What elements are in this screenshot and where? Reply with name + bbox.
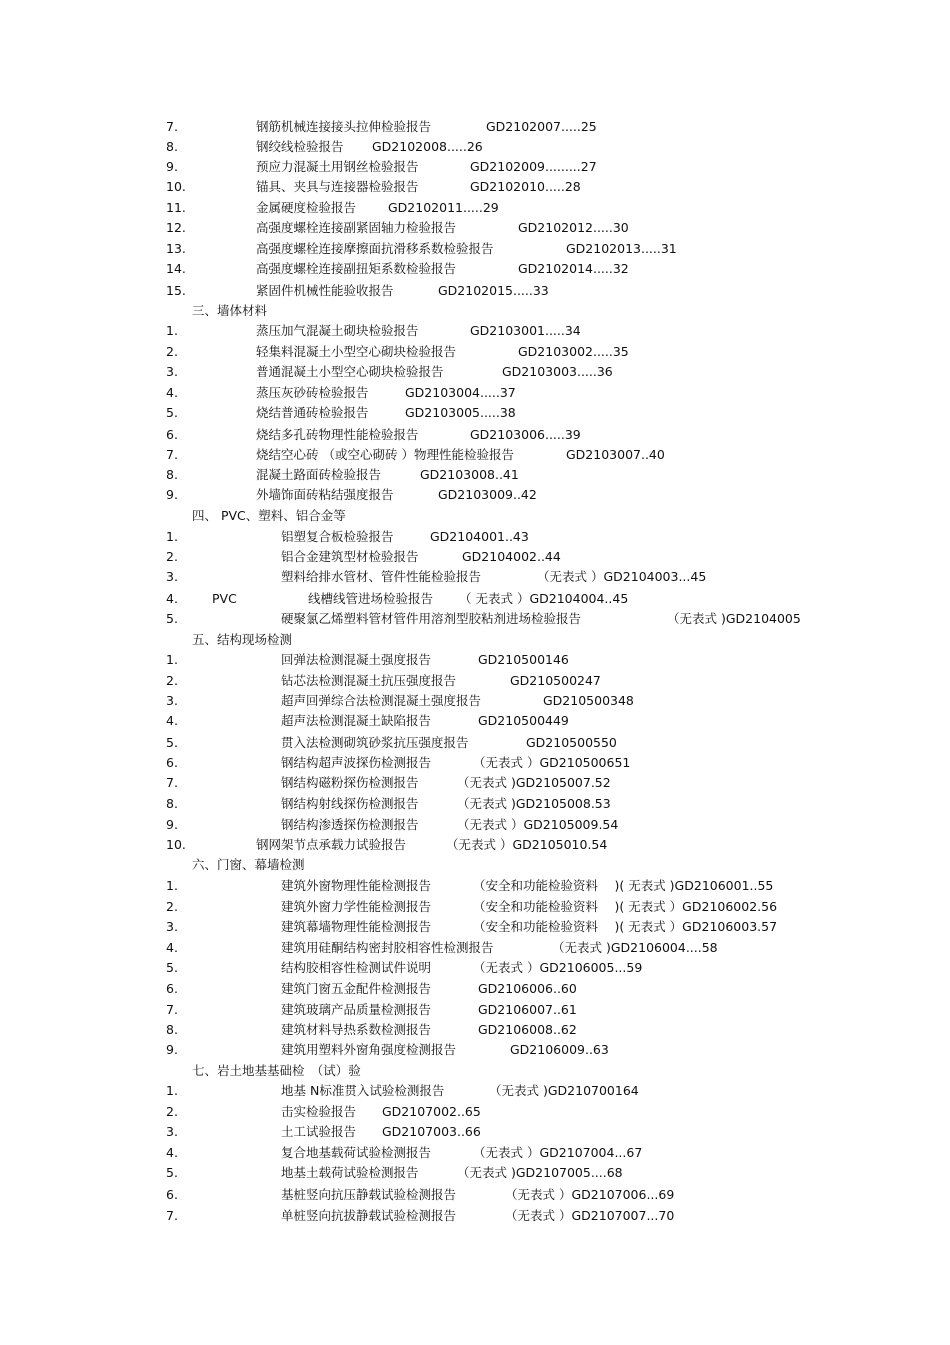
item-code-page: （无表式 )GD2106004....58 xyxy=(552,940,718,955)
item-code-page: GD210500247 xyxy=(510,673,601,688)
item-title: 高强度螺栓连接摩擦面抗滑移系数检验报告 xyxy=(256,241,494,256)
item-code-page: GD2103002.....35 xyxy=(518,344,629,359)
toc-item xyxy=(0,465,950,485)
item-number: 1. xyxy=(166,1083,178,1098)
item-number: 6. xyxy=(166,427,178,442)
item-title: 地基 N标准贯入试验检测报告 xyxy=(281,1083,445,1098)
item-code-page: （无表式 )GD210700164 xyxy=(489,1083,639,1098)
item-code-page: （安全和功能检验资料 )( 无表式 ）GD2106002.56 xyxy=(473,899,778,914)
item-title: 高强度螺栓连接副紧固轴力检验报告 xyxy=(256,220,457,235)
item-number: 14. xyxy=(166,261,186,276)
toc-item xyxy=(0,445,950,465)
toc-item xyxy=(0,403,950,423)
section-heading-text: 四、 PVC、塑料、铝合金等 xyxy=(192,508,346,523)
item-number: 4. xyxy=(166,591,178,606)
toc-item xyxy=(0,773,950,793)
item-title: 紧固件机械性能验收报告 xyxy=(256,283,394,298)
section-heading xyxy=(0,630,950,650)
item-code-page: GD2104001..43 xyxy=(430,529,529,544)
item-code-page: （无表式 ）GD2105009.54 xyxy=(457,817,619,832)
item-number: 6. xyxy=(166,1187,178,1202)
item-number: 1. xyxy=(166,323,178,338)
toc-item xyxy=(0,711,950,731)
toc-item xyxy=(0,383,950,403)
item-number: 4. xyxy=(166,1145,178,1160)
item-title: 基桩竖向抗压静载试验检测报告 xyxy=(281,1187,457,1202)
toc-item xyxy=(0,917,950,937)
section-heading-text: 五、结构现场检测 xyxy=(192,632,293,647)
item-code-page: （安全和功能检验资料 )( 无表式 ）GD2106003.57 xyxy=(473,919,778,934)
item-title: 超声回弹综合法检测混凝土强度报告 xyxy=(281,693,482,708)
toc-item xyxy=(0,733,950,753)
toc-item xyxy=(0,671,950,691)
item-title: 建筑外窗物理性能检测报告 xyxy=(281,878,432,893)
item-number: 8. xyxy=(166,467,178,482)
item-code-page: GD2106007..61 xyxy=(478,1002,577,1017)
item-title: 建筑用硅酮结构密封胶相容性检测报告 xyxy=(281,940,494,955)
item-code-page: GD2103007..40 xyxy=(566,447,665,462)
item-title: 锚具、夹具与连接器检验报告 xyxy=(256,179,419,194)
item-code-page: （无表式 ）GD2107006...69 xyxy=(505,1187,675,1202)
item-code-page: GD2102013.....31 xyxy=(566,241,677,256)
toc-item xyxy=(0,1000,950,1020)
item-number: 3. xyxy=(166,569,178,584)
item-title: 钢结构超声波探伤检测报告 xyxy=(281,755,432,770)
item-title: 建筑用塑料外窗角强度检测报告 xyxy=(281,1042,457,1057)
toc-item xyxy=(0,794,950,814)
item-prefix: PVC xyxy=(212,591,237,606)
item-code-page: GD2103006.....39 xyxy=(470,427,581,442)
item-title: 土工试验报告 xyxy=(281,1124,357,1139)
item-code-page: （无表式 ）GD210500651 xyxy=(473,755,631,770)
item-number: 5. xyxy=(166,405,178,420)
item-number: 1. xyxy=(166,529,178,544)
item-number: 12. xyxy=(166,220,186,235)
item-number: 9. xyxy=(166,1042,178,1057)
toc-item xyxy=(0,876,950,896)
toc-item xyxy=(0,198,950,218)
item-number: 9. xyxy=(166,159,178,174)
item-title: 烧结空心砖 （或空心砌砖 ）物理性能检验报告 xyxy=(256,447,514,462)
toc-item xyxy=(0,218,950,238)
item-title: 烧结普通砖检验报告 xyxy=(256,405,369,420)
toc-item xyxy=(0,1020,950,1040)
item-title: 钢结构磁粉探伤检测报告 xyxy=(281,775,419,790)
section-heading xyxy=(0,506,950,526)
item-title: 铝合金建筑型材检验报告 xyxy=(281,549,419,564)
item-title: 结构胶相容性检测试件说明 xyxy=(281,960,432,975)
item-code-page: GD2103003.....36 xyxy=(502,364,613,379)
item-title: 击实检验报告 xyxy=(281,1104,357,1119)
item-code-page: GD2102008.....26 xyxy=(372,139,483,154)
item-title: 超声法检测混凝土缺陷报告 xyxy=(281,713,432,728)
item-code-page: GD2102007.....25 xyxy=(486,119,597,134)
toc-item xyxy=(0,567,950,587)
item-code-page: （无表式 ）GD2105010.54 xyxy=(446,837,608,852)
toc-item xyxy=(0,137,950,157)
item-title: 钢筋机械连接接头拉伸检验报告 xyxy=(256,119,432,134)
item-code-page: GD2104002..44 xyxy=(462,549,561,564)
item-code-page: GD2103009..42 xyxy=(438,487,537,502)
item-code-page: （无表式 )GD2105007.52 xyxy=(457,775,611,790)
item-title: 钢结构渗透探伤检测报告 xyxy=(281,817,419,832)
item-code-page: （安全和功能检验资料 )( 无表式 )GD2106001..55 xyxy=(473,878,774,893)
toc-item xyxy=(0,281,950,301)
item-title: 高强度螺栓连接副扭矩系数检验报告 xyxy=(256,261,457,276)
toc-item xyxy=(0,157,950,177)
item-code-page: GD2107002..65 xyxy=(382,1104,481,1119)
section-heading-text: 三、墙体材料 xyxy=(192,303,268,318)
toc-item xyxy=(0,815,950,835)
toc-item xyxy=(0,753,950,773)
toc-item xyxy=(0,527,950,547)
item-number: 11. xyxy=(166,200,186,215)
item-number: 8. xyxy=(166,139,178,154)
item-code-page: GD2103005.....38 xyxy=(405,405,516,420)
toc-item xyxy=(0,321,950,341)
toc-item xyxy=(0,1185,950,1205)
item-code-page: GD2106008..62 xyxy=(478,1022,577,1037)
item-title: 贯入法检测砌筑砂浆抗压强度报告 xyxy=(281,735,469,750)
toc-item xyxy=(0,589,950,609)
item-number: 1. xyxy=(166,878,178,893)
item-code-page: （无表式 ）GD2106005...59 xyxy=(473,960,643,975)
item-code-page: GD2106009..63 xyxy=(510,1042,609,1057)
item-title: 建筑玻璃产品质量检测报告 xyxy=(281,1002,432,1017)
item-number: 7. xyxy=(166,447,178,462)
item-code-page: （无表式 ）GD2107004...67 xyxy=(473,1145,643,1160)
item-code-page: GD2102010.....28 xyxy=(470,179,581,194)
toc-item xyxy=(0,650,950,670)
item-number: 2. xyxy=(166,899,178,914)
item-number: 7. xyxy=(166,1002,178,1017)
item-code-page: （ 无表式 ）GD2104004..45 xyxy=(459,591,629,606)
item-number: 2. xyxy=(166,344,178,359)
item-number: 5. xyxy=(166,1165,178,1180)
item-title: 外墙饰面砖粘结强度报告 xyxy=(256,487,394,502)
toc-item xyxy=(0,259,950,279)
toc-item xyxy=(0,897,950,917)
item-title: 单桩竖向抗拔静载试验检测报告 xyxy=(281,1208,457,1223)
item-number: 8. xyxy=(166,796,178,811)
toc-item xyxy=(0,1102,950,1122)
item-title: 钻芯法检测混凝土抗压强度报告 xyxy=(281,673,457,688)
section-heading-text: 六、门窗、幕墙检测 xyxy=(192,857,305,872)
item-number: 10. xyxy=(166,837,186,852)
item-number: 10. xyxy=(166,179,186,194)
item-number: 1. xyxy=(166,652,178,667)
item-code-page: GD2106006..60 xyxy=(478,981,577,996)
item-code-page: GD2103008..41 xyxy=(420,467,519,482)
item-code-page: GD210500348 xyxy=(543,693,634,708)
item-number: 9. xyxy=(166,817,178,832)
item-number: 5. xyxy=(166,735,178,750)
toc-item xyxy=(0,425,950,445)
item-code-page: GD2102012.....30 xyxy=(518,220,629,235)
toc-item xyxy=(0,1122,950,1142)
item-number: 2. xyxy=(166,549,178,564)
toc-item xyxy=(0,177,950,197)
toc-item xyxy=(0,1040,950,1060)
item-title: 回弹法检测混凝土强度报告 xyxy=(281,652,432,667)
section-heading xyxy=(0,1061,950,1081)
item-number: 4. xyxy=(166,940,178,955)
item-title: 地基土载荷试验检测报告 xyxy=(281,1165,419,1180)
toc-item xyxy=(0,1143,950,1163)
section-heading-text: 七、岩土地基基础检 （试）验 xyxy=(192,1063,361,1078)
section-heading xyxy=(0,301,950,321)
item-code-page: （无表式 )GD2105008.53 xyxy=(457,796,611,811)
toc-item xyxy=(0,547,950,567)
item-title: 混凝土路面砖检验报告 xyxy=(256,467,382,482)
item-number: 7. xyxy=(166,119,178,134)
section-heading xyxy=(0,855,950,875)
item-code-page: GD2103004.....37 xyxy=(405,385,516,400)
toc-item xyxy=(0,938,950,958)
toc-item xyxy=(0,1081,950,1101)
item-title: 铝塑复合板检验报告 xyxy=(281,529,394,544)
item-number: 3. xyxy=(166,364,178,379)
item-code-page: GD2103001.....34 xyxy=(470,323,581,338)
item-code-page: GD210500449 xyxy=(478,713,569,728)
toc-item xyxy=(0,609,950,629)
item-title: 线槽线管进场检验报告 xyxy=(308,591,434,606)
item-number: 2. xyxy=(166,1104,178,1119)
item-code-page: （无表式 )GD2104005 xyxy=(667,611,801,626)
item-number: 9. xyxy=(166,487,178,502)
item-title: 硬聚氯乙烯塑料管材管件用溶剂型胶粘剂进场检验报告 xyxy=(281,611,582,626)
item-number: 15. xyxy=(166,283,186,298)
item-code-page: GD2102011.....29 xyxy=(388,200,499,215)
toc-item xyxy=(0,691,950,711)
item-number: 5. xyxy=(166,611,178,626)
item-number: 7. xyxy=(166,1208,178,1223)
item-number: 3. xyxy=(166,1124,178,1139)
item-title: 预应力混凝土用钢丝检验报告 xyxy=(256,159,419,174)
item-number: 2. xyxy=(166,673,178,688)
item-title: 建筑幕墙物理性能检测报告 xyxy=(281,919,432,934)
item-code-page: （无表式 ）GD2107007...70 xyxy=(505,1208,675,1223)
item-title: 蒸压灰砂砖检验报告 xyxy=(256,385,369,400)
toc-item xyxy=(0,362,950,382)
item-code-page: GD210500550 xyxy=(526,735,617,750)
item-number: 3. xyxy=(166,919,178,934)
item-number: 3. xyxy=(166,693,178,708)
item-title: 建筑材料导热系数检测报告 xyxy=(281,1022,432,1037)
toc-item xyxy=(0,239,950,259)
item-code-page: （无表式 ）GD2104003...45 xyxy=(537,569,707,584)
item-code-page: GD2107003..66 xyxy=(382,1124,481,1139)
item-number: 6. xyxy=(166,981,178,996)
item-number: 8. xyxy=(166,1022,178,1037)
item-code-page: GD2102009.........27 xyxy=(470,159,597,174)
item-code-page: GD2102014.....32 xyxy=(518,261,629,276)
item-title: 建筑外窗力学性能检测报告 xyxy=(281,899,432,914)
item-number: 5. xyxy=(166,960,178,975)
item-title: 钢结构射线探伤检测报告 xyxy=(281,796,419,811)
item-title: 复合地基载荷试验检测报告 xyxy=(281,1145,432,1160)
item-title: 金属硬度检验报告 xyxy=(256,200,357,215)
item-title: 蒸压加气混凝土砌块检验报告 xyxy=(256,323,419,338)
item-number: 7. xyxy=(166,775,178,790)
toc-item xyxy=(0,958,950,978)
item-title: 塑料给排水管材、管件性能检验报告 xyxy=(281,569,482,584)
toc-item xyxy=(0,117,950,137)
item-title: 钢网架节点承载力试验报告 xyxy=(256,837,407,852)
item-title: 建筑门窗五金配件检测报告 xyxy=(281,981,432,996)
item-title: 普通混凝土小型空心砌块检验报告 xyxy=(256,364,444,379)
item-code-page: （无表式 )GD2107005....68 xyxy=(457,1165,623,1180)
item-number: 13. xyxy=(166,241,186,256)
item-code-page: GD2102015.....33 xyxy=(438,283,549,298)
item-number: 4. xyxy=(166,713,178,728)
item-code-page: GD210500146 xyxy=(478,652,569,667)
toc-item xyxy=(0,979,950,999)
item-title: 钢绞线检验报告 xyxy=(256,139,344,154)
toc-item xyxy=(0,485,950,505)
toc-item xyxy=(0,342,950,362)
item-title: 轻集料混凝土小型空心砌块检验报告 xyxy=(256,344,457,359)
toc-item xyxy=(0,1206,950,1226)
item-title: 烧结多孔砖物理性能检验报告 xyxy=(256,427,419,442)
item-number: 6. xyxy=(166,755,178,770)
toc-item xyxy=(0,835,950,855)
item-number: 4. xyxy=(166,385,178,400)
toc-item xyxy=(0,1163,950,1183)
